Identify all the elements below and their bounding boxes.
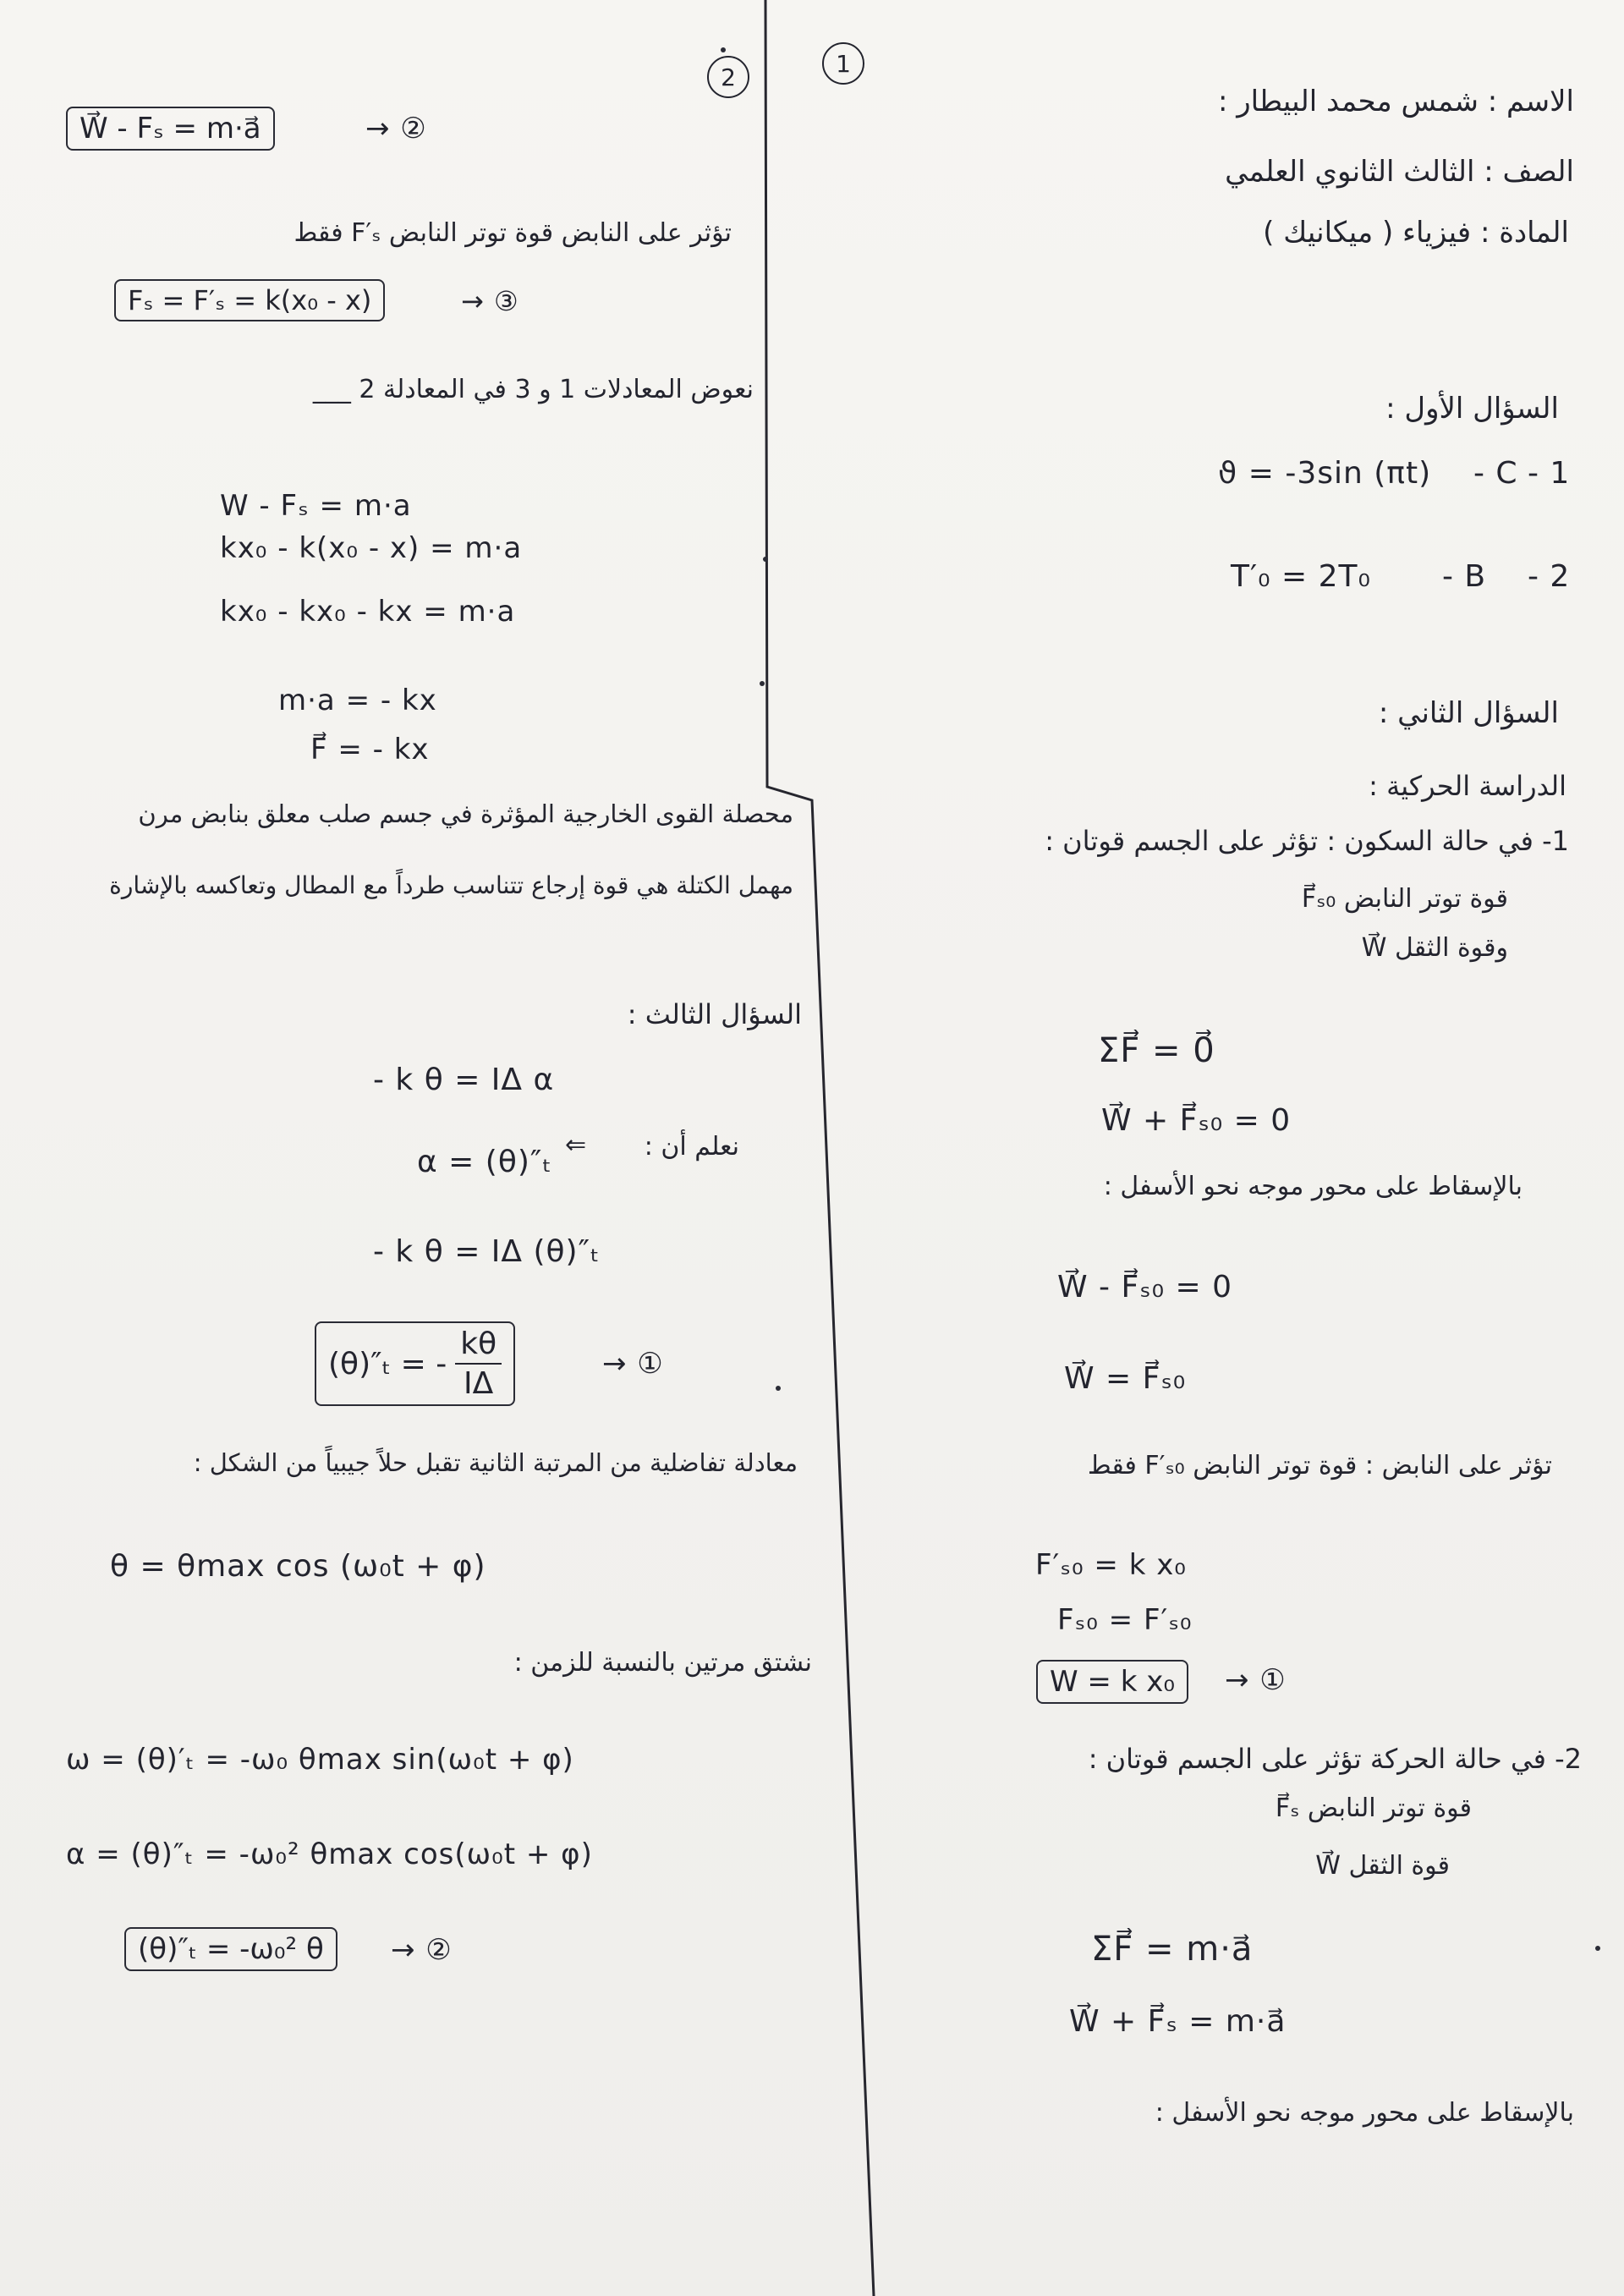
right-page-number: 1: [822, 42, 864, 85]
derivation-step: kx₀ - k(x₀ - x) = m·a: [220, 531, 523, 565]
q3-solution: θ = θmax cos (ω₀t + φ): [110, 1549, 486, 1584]
rest-case-boxed-ref: → ①: [1225, 1663, 1287, 1697]
rest-case-boxed-eq: W = k x₀: [1036, 1660, 1188, 1704]
q2-subheading: الدراسة الحركية :: [1369, 770, 1566, 802]
q3-eq-3: - k θ = IΔ (θ)″ₜ: [373, 1234, 601, 1269]
student-grade: الصف : الثالث الثانوي العلمي: [1225, 155, 1574, 189]
rest-case-projection: بالإسقاط على محور موجه نحو الأسفل :: [1103, 1172, 1522, 1201]
ink-dot: [1595, 1946, 1600, 1951]
derivation-step: m·a = - kx: [278, 684, 437, 717]
q2-heading: السؤال الثاني :: [1378, 696, 1559, 730]
rest-case-eq-1: ΣF⃗ = 0⃗: [1098, 1031, 1215, 1070]
q3-known-note: نعلم أن :: [644, 1132, 739, 1162]
q1-answer-1-expression: ϑ = -3sin (πt): [1218, 456, 1432, 491]
boxed-eq-2-ref: → ③: [461, 285, 519, 317]
boxed-eq-2: Fₛ = F′ₛ = k(x₀ - x): [114, 279, 385, 321]
student-name: الاسم : شمس محمد البيطار :: [1217, 85, 1574, 118]
derivation-step: kx₀ - kx₀ - kx = m·a: [220, 595, 516, 629]
rest-case-eq-5: F′ₛ₀ = k x₀: [1035, 1548, 1187, 1582]
subject: المادة : فيزياء ( ميكانيك ): [1263, 216, 1569, 250]
derivation-step: W - Fₛ = m·a: [220, 489, 412, 523]
q3-heading: السؤال الثالث :: [627, 998, 802, 1030]
q3-differentiate-note: نشتق مرتين بالنسبة للزمن :: [513, 1648, 812, 1678]
ink-dot: [763, 557, 768, 562]
q1-answer-2-number: - 2: [1528, 559, 1571, 594]
rest-case-eq-4: W⃗ = F⃗ₛ₀: [1064, 1361, 1187, 1396]
rest-case-eq-2: W⃗ + F⃗ₛ₀ = 0: [1101, 1103, 1292, 1138]
spring-note: تؤثر على النابض قوة توتر النابض F′ₛ فقط: [294, 218, 732, 248]
rest-case-force-1: قوة توتر النابض F⃗ₛ₀: [1301, 884, 1508, 914]
q3-eq-acceleration: α = (θ)″ₜ = -ω₀² θmax cos(ω₀t + φ): [66, 1837, 593, 1871]
motion-case-force-1: قوة توتر النابض F⃗ₛ: [1275, 1793, 1472, 1823]
q3-boxed-final-eq: (θ)″ₜ = -ω₀² θ: [124, 1927, 337, 1971]
fraction-denominator: IΔ: [464, 1366, 494, 1401]
rest-case-spring-note: تؤثر على النابض : قوة توتر النابض F′ₛ₀ فقط: [1087, 1451, 1552, 1480]
left-page-number: 2: [707, 56, 749, 98]
ink-dot: [721, 47, 726, 52]
q3-description: معادلة تفاضلية من المرتبة الثانية تقبل حلاً جيبياً من الشكل :: [193, 1448, 798, 1477]
q3-eq-2: α = (θ)″ₜ: [417, 1145, 552, 1179]
fraction: [455, 1327, 502, 1401]
rest-case-force-2: وقوة الثقل W⃗: [1361, 933, 1508, 963]
boxed-eq-1: W⃗ - Fₛ = m·a⃗: [66, 107, 275, 151]
rest-case-title: 1- في حالة السكون : تؤثر على الجسم قوتان :: [1045, 825, 1569, 857]
q1-answer-1-number: - 1: [1528, 456, 1571, 491]
q3-boxed-fraction-ref: → ①: [602, 1347, 664, 1381]
q3-boxed-fraction-eq: [315, 1321, 515, 1406]
q1-answer-1-choice: - C: [1473, 456, 1518, 491]
q1-heading: السؤال الأول :: [1385, 392, 1559, 426]
q3-boxed-final-ref: → ②: [391, 1933, 453, 1967]
motion-case-title: 2- في حالة الحركة تؤثر على الجسم قوتان :: [1088, 1743, 1582, 1775]
q1-answer-2-choice: - B: [1442, 559, 1487, 594]
q1-answer-2-expression: T′₀ = 2T₀: [1231, 559, 1371, 594]
fraction-bar: [455, 1363, 502, 1365]
conclusion-line-1: محصلة القوى الخارجية المؤثرة في جسم صلب معلق بنابض مرن: [138, 799, 793, 828]
motion-case-eq-2: W⃗ + F⃗ₛ = m·a⃗: [1069, 2004, 1287, 2039]
conclusion-line-2: مهمل الكتلة هي قوة إرجاع تتناسب طرداً مع المطال وتعاكسه بالإشارة: [109, 871, 793, 899]
ink-dot: [760, 681, 765, 686]
q3-known-arrow-icon: ⇐: [565, 1130, 588, 1160]
boxed-eq-1-ref: → ②: [365, 112, 427, 146]
motion-case-projection: بالإسقاط على محور موجه نحو الأسفل :: [1155, 2098, 1574, 2128]
motion-case-eq-1: ΣF⃗ = m·a⃗: [1091, 1930, 1254, 1969]
fraction-numerator: kθ: [460, 1327, 497, 1361]
derivation-step: F⃗ = - kx: [310, 733, 430, 766]
fraction-lhs: (θ)″ₜ = -: [328, 1346, 447, 1381]
ink-dot: [776, 1386, 781, 1391]
q3-eq-velocity: ω = (θ)′ₜ = -ω₀ θmax sin(ω₀t + φ): [66, 1743, 574, 1777]
substitution-note: نعوض المعادلات 1 و 3 في المعادلة 2 ___: [312, 375, 754, 404]
q3-eq-1: - k θ = IΔ α: [373, 1063, 555, 1097]
motion-case-force-2: قوة الثقل W⃗: [1315, 1851, 1450, 1881]
rest-case-eq-6: Fₛ₀ = F′ₛ₀: [1057, 1603, 1193, 1637]
rest-case-eq-3: W⃗ - F⃗ₛ₀ = 0: [1057, 1270, 1232, 1305]
